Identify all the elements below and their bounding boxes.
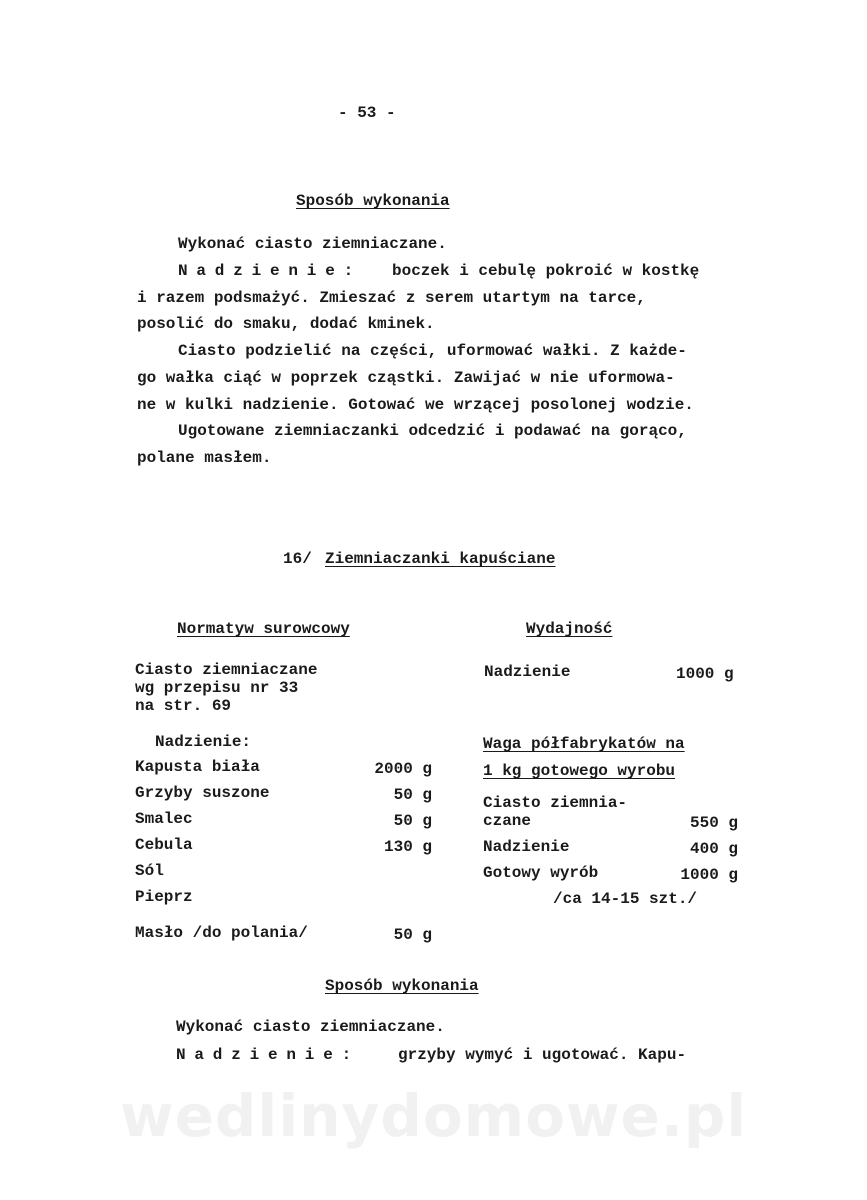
recipe-number: 16/	[283, 550, 312, 568]
ingredient-qty: 2000 g	[374, 760, 432, 778]
ingredient-name: Kapusta biała	[135, 758, 260, 776]
weight-heading: 1 kg gotowego wyrobu	[483, 762, 676, 780]
semi-product-qty: 550 g	[689, 814, 738, 832]
text-line: posolić do smaku, dodać kminek.	[137, 315, 435, 333]
ingredient-name: Grzyby suszone	[135, 784, 270, 802]
ingredient-name: Sól	[135, 862, 164, 880]
raw-materials-heading: Normatyw surowcowy	[177, 620, 350, 638]
dough-line: wg przepisu nr 33	[135, 679, 299, 697]
page-number: - 53 -	[338, 104, 396, 122]
dough-line: na str. 69	[135, 697, 232, 715]
semi-product-name: Ciasto ziemnia-	[483, 794, 628, 812]
semi-product-name: Gotowy wyrób	[483, 864, 599, 882]
text-line: Wykonać ciasto ziemniaczane.	[176, 1018, 445, 1036]
text-line: Wykonać ciasto ziemniaczane.	[178, 235, 447, 253]
ingredient-qty: 130 g	[383, 838, 432, 856]
ingredient-qty: 50 g	[393, 812, 432, 830]
recipe-title: Ziemniaczanki kapuściane	[325, 550, 556, 568]
watermark: wedlinydomowe.pl	[120, 1082, 748, 1150]
text-line: polane masłem.	[137, 449, 272, 467]
ingredient-name: Smalec	[135, 810, 193, 828]
ingredient-name: Pieprz	[135, 888, 193, 906]
yield-heading: Wydajność	[526, 620, 613, 638]
filling-label: Nadzienie:	[178, 262, 363, 280]
text-line: Ciasto podzielić na części, uformować wałki. Z każde-	[178, 342, 687, 360]
text-line: Ugotowane ziemniaczanki odcedzić i podawać na gorąco,	[178, 422, 687, 440]
pieces-note: /ca 14-15 szt./	[553, 890, 698, 908]
text-line: go wałka ciąć w poprzek cząstki. Zawijać w nie uformowa-	[137, 369, 675, 387]
dough-line: Ciasto ziemniaczane	[135, 661, 318, 679]
yield-qty: 1000 g	[676, 665, 734, 683]
yield-name: Nadzienie	[484, 663, 571, 681]
ingredient-name: Cebula	[135, 836, 193, 854]
filling-label: Nadzienie:	[176, 1046, 361, 1064]
weight-heading: Waga półfabrykatów na	[483, 735, 685, 753]
filling-subheading: Nadzienie:	[155, 733, 252, 751]
section-heading: Sposób wykonania	[325, 977, 479, 995]
ingredient-qty: 50 g	[393, 786, 432, 804]
text-line: boczek i cebulę pokroić w kostkę	[392, 262, 700, 280]
text-line: grzyby wymyć i ugotować. Kapu-	[398, 1046, 687, 1064]
section-heading: Sposób wykonania	[296, 192, 450, 210]
text-line: i razem podsmażyć. Zmieszać z serem utartym na tarce,	[137, 289, 646, 307]
semi-product-name: czane	[483, 812, 532, 830]
semi-product-qty: 1000 g	[680, 866, 738, 884]
text-line: ne w kulki nadzienie. Gotować we wrzącej posolonej wodzie.	[137, 396, 694, 414]
ingredient-name: Masło /do polania/	[135, 924, 308, 942]
ingredient-qty: 50 g	[393, 926, 432, 944]
semi-product-qty: 400 g	[689, 840, 738, 858]
semi-product-name: Nadzienie	[483, 838, 570, 856]
